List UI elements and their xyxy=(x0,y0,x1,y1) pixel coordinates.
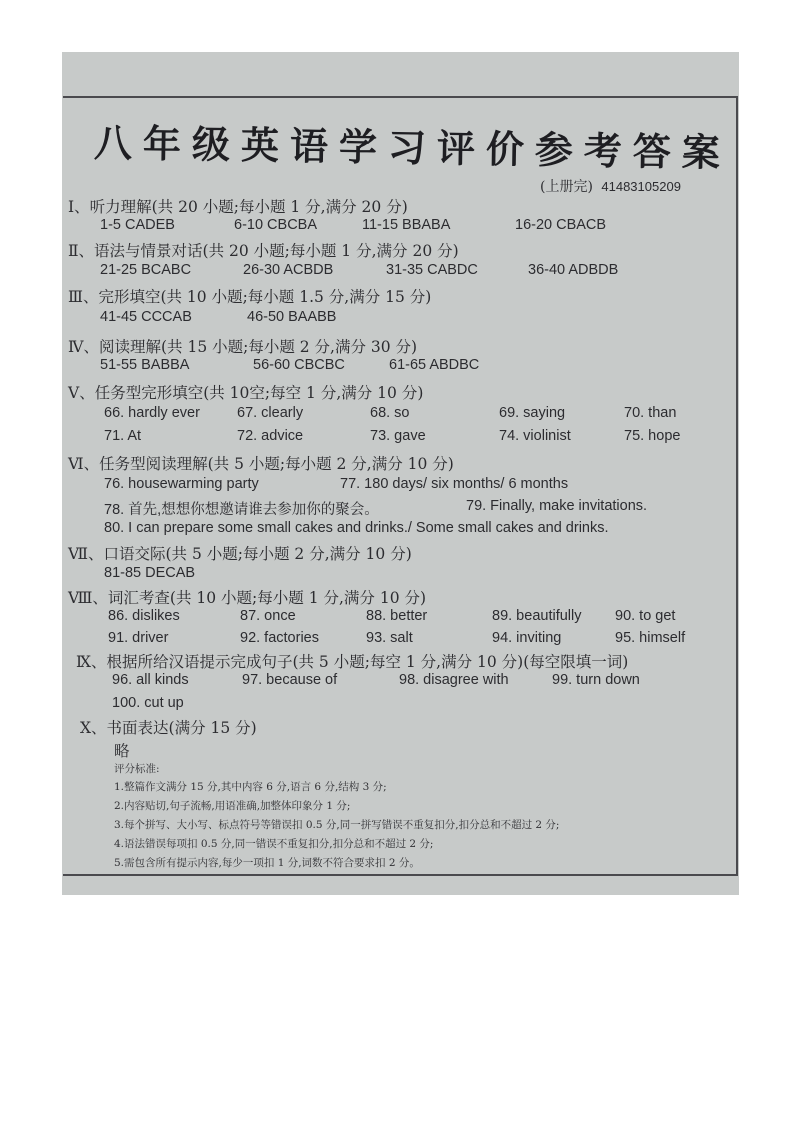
answer-group: 16-20 CBACB xyxy=(515,217,607,233)
answer-item: 97. because of xyxy=(242,672,338,688)
answer-row-6b xyxy=(104,498,724,518)
answer-item: 77. 180 days/ six months/ 6 months xyxy=(340,476,569,492)
section-2-heading: Ⅱ、语法与情景对话(共 20 小题;每小题 1 分,满分 20 分) xyxy=(68,242,459,260)
answer-item: 75. hope xyxy=(624,428,681,444)
answer-item: 70. than xyxy=(624,405,677,421)
answer-row-2 xyxy=(100,262,720,282)
answer-group: 31-35 CABDC xyxy=(386,262,478,278)
answer-item: 89. beautifully xyxy=(492,608,582,624)
section-10-heading: Ⅹ、书面表达(满分 15 分) xyxy=(80,719,257,737)
section-7-heading: Ⅶ、口语交际(共 5 小题;每小题 2 分,满分 10 分) xyxy=(68,545,412,563)
answer-item: 78. 首先,想想你想邀请谁去参加你的聚会。 xyxy=(104,502,379,518)
answer-item: 66. hardly ever xyxy=(104,405,200,421)
answer-group: 36-40 ADBDB xyxy=(528,262,619,278)
answer-group: 41-45 CCCAB xyxy=(100,309,192,325)
answer-group: 56-60 CBCBC xyxy=(253,357,345,373)
answer-group: 51-55 BABBA xyxy=(100,357,190,373)
answer-item: 92. factories xyxy=(240,630,319,646)
answer-item: 98. disagree with xyxy=(399,672,509,688)
answer-group: 21-25 BCABC xyxy=(100,262,192,278)
answer-item: 74. violinist xyxy=(499,428,571,444)
answer-row-9a xyxy=(112,672,732,692)
scanned-photo xyxy=(62,52,739,895)
doc-code: 41483105209 xyxy=(601,179,681,194)
section-3-heading: Ⅲ、完形填空(共 10 小题;每小题 1.5 分,满分 15 分) xyxy=(68,288,432,306)
answer-row-3 xyxy=(100,309,720,329)
answer-row-8b xyxy=(108,630,728,650)
answer-row-9b: 100. cut up xyxy=(112,695,184,711)
criteria-item: 4.语法错误每项扣 0.5 分,同一错误不重复扣分,扣分总和不超过 2 分; xyxy=(114,838,434,850)
answer-item: 94. inviting xyxy=(492,630,562,646)
answer-row-1 xyxy=(100,217,720,237)
answer-item: 69. saying xyxy=(499,405,566,421)
section-1-heading: Ⅰ、听力理解(共 20 小题;每小题 1 分,满分 20 分) xyxy=(68,198,408,216)
criteria-title: 评分标准: xyxy=(114,763,160,775)
answer-group: 26-30 ACBDB xyxy=(243,262,334,278)
answer-item: 99. turn down xyxy=(552,672,640,688)
answer-item: 90. to get xyxy=(615,608,676,624)
criteria-item: 5.需包含所有提示内容,每少一项扣 1 分,词数不符合要求扣 2 分。 xyxy=(114,857,420,869)
section-5-heading: Ⅴ、任务型完形填空(共 10空;每空 1 分,满分 10 分) xyxy=(68,384,424,402)
answer-row-5a xyxy=(104,405,724,425)
answer-item: 95. himself xyxy=(615,630,686,646)
writing-answer: 略 xyxy=(114,742,130,760)
answer-group: 11-15 BBABA xyxy=(362,217,451,233)
answer-item: 72. advice xyxy=(237,428,304,444)
subtitle-line xyxy=(540,176,681,196)
answer-row-4 xyxy=(100,357,720,377)
criteria-item: 1.整篇作文满分 15 分,其中内容 6 分,语言 6 分,结构 3 分; xyxy=(114,781,387,793)
answer-item: 96. all kinds xyxy=(112,672,189,688)
answer-item: 79. Finally, make invitations. xyxy=(466,498,648,514)
page-title: 八年级英语学习评价参考答案 xyxy=(93,120,732,176)
answer-group: 1-5 CADEB xyxy=(100,217,175,233)
answer-item: 93. salt xyxy=(366,630,413,646)
section-6-heading: Ⅵ、任务型阅读理解(共 5 小题;每小题 2 分,满分 10 分) xyxy=(68,455,454,473)
answer-item: 71. At xyxy=(104,428,142,444)
section-9-heading: Ⅸ、根据所给汉语提示完成句子(共 5 小题;每空 1 分,满分 10 分)(每空限填一词) xyxy=(76,653,629,671)
answer-item: 88. better xyxy=(366,608,428,624)
answer-row-5b xyxy=(104,428,724,448)
answer-item: 91. driver xyxy=(108,630,169,646)
answer-row-6c: 80. I can prepare some small cakes and drinks./ Some small cakes and drinks. xyxy=(104,520,609,536)
answer-item: 87. once xyxy=(240,608,296,624)
answer-item: 67. clearly xyxy=(237,405,304,421)
section-8-heading: Ⅷ、词汇考查(共 10 小题;每小题 1 分,满分 10 分) xyxy=(68,589,427,607)
answer-item: 76. housewarming party xyxy=(104,476,259,492)
section-4-heading: Ⅳ、阅读理解(共 15 小题;每小题 2 分,满分 30 分) xyxy=(68,338,418,356)
criteria-item: 3.每个拼写、大小写、标点符号等错误扣 0.5 分,同一拼写错误不重复扣分,扣分总和不超过 2 分; xyxy=(114,819,560,831)
answer-row-6a xyxy=(104,476,724,496)
answer-group: 61-65 ABDBC xyxy=(389,357,480,373)
answer-item: 68. so xyxy=(370,405,410,421)
answer-row-7: 81-85 DECAB xyxy=(104,565,196,581)
answer-item: 86. dislikes xyxy=(108,608,180,624)
volume-label: (上册完) xyxy=(540,179,593,195)
answer-group: 46-50 BAABB xyxy=(247,309,337,325)
answer-row-8a xyxy=(108,608,728,628)
answer-item: 73. gave xyxy=(370,428,426,444)
criteria-item: 2.内容贴切,句子流畅,用语准确,加整体印象分 1 分; xyxy=(114,800,351,812)
answer-group: 6-10 CBCBA xyxy=(234,217,318,233)
